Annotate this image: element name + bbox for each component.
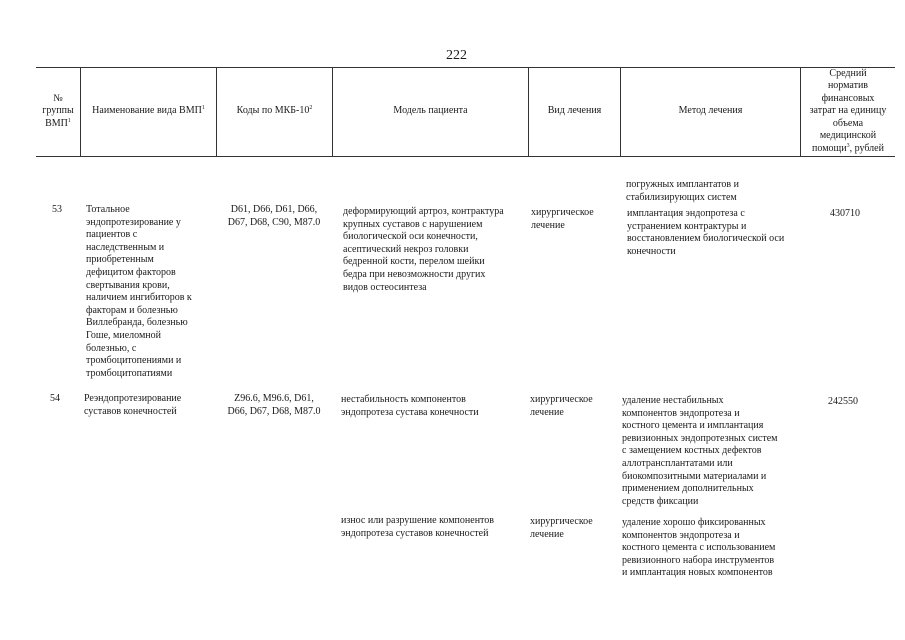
text-line: средств фиксации bbox=[622, 495, 699, 507]
text-line: болезнью, с bbox=[86, 342, 137, 354]
text-line: D61, D66, D61, D66, bbox=[230, 204, 318, 215]
text-line: бедренной кости, перелом шейки bbox=[343, 256, 485, 268]
text-line: Гоше, миеломной bbox=[86, 329, 161, 341]
text-line: пациентов с bbox=[86, 229, 138, 241]
header-group-number bbox=[36, 67, 80, 156]
header-cost-line: затрат на единицу bbox=[809, 105, 887, 117]
footnote-marker: 1 bbox=[201, 105, 205, 112]
text-line: стабилизирующих систем bbox=[626, 191, 737, 203]
text-line: эндопротеза суставов конечностей bbox=[341, 527, 489, 539]
text-line: свертывания крови, bbox=[86, 279, 170, 291]
group-number: 53 bbox=[52, 204, 62, 215]
text-line: и имплантация новых компонентов bbox=[622, 567, 773, 579]
text-line: износ или разрушение компонентов bbox=[341, 515, 495, 526]
text-line: наличием ингибиторов к bbox=[86, 292, 192, 304]
text-line: компонентов эндопротеза и bbox=[622, 529, 740, 541]
header-bottom-border bbox=[36, 156, 895, 157]
text-line: удаление нестабильных bbox=[622, 395, 724, 406]
text-line: факторам и болезнью bbox=[86, 304, 178, 316]
icd-codes bbox=[220, 204, 328, 229]
text-line: биокомпозитными материалами и bbox=[622, 470, 767, 482]
text-line: лечение bbox=[531, 219, 565, 231]
text-line: с замещением костных дефектов bbox=[622, 445, 762, 457]
vmp-name bbox=[84, 393, 181, 418]
treatment-type bbox=[530, 394, 593, 419]
header-cost-norm bbox=[801, 67, 895, 156]
text-line: крупных суставов с нарушением bbox=[343, 218, 483, 230]
header-group-number-line: ВМП bbox=[45, 117, 68, 129]
header-cost-line: Средний bbox=[829, 68, 867, 80]
header-patient-model bbox=[333, 67, 528, 156]
icd-codes bbox=[218, 393, 330, 418]
text-line: компонентов эндопротеза и bbox=[622, 407, 740, 419]
method-continuation bbox=[626, 179, 739, 204]
text-line: бедра при невозможности других bbox=[343, 268, 486, 280]
patient-model bbox=[343, 206, 504, 294]
text-line: тромбоцитопатиями bbox=[86, 367, 173, 379]
header-treatment-method-text: Метод лечения bbox=[678, 105, 743, 117]
header-cost-line: , рублей bbox=[849, 142, 884, 154]
header-patient-model-text: Модель пациента bbox=[393, 105, 468, 117]
text-line: дефицитом факторов bbox=[86, 266, 176, 278]
text-line: костного цемента и имплантация bbox=[622, 420, 764, 432]
header-treatment-type-text: Вид лечения bbox=[547, 105, 602, 117]
text-line: устранением контрактуры и bbox=[627, 220, 747, 232]
text-line: асептический некроз головки bbox=[343, 243, 469, 255]
header-treatment-method bbox=[621, 67, 800, 156]
treatment-type bbox=[531, 207, 594, 232]
text-line: деформирующий артроз, контрактура bbox=[343, 206, 504, 217]
text-line: хирургическое bbox=[531, 207, 594, 218]
text-line: хирургическое bbox=[530, 394, 593, 405]
text-line: погружных имплантатов и bbox=[626, 179, 739, 190]
text-line: D66, D67, D68, M87.0 bbox=[227, 405, 321, 417]
text-line: Z96.6, M96.6, D61, bbox=[234, 393, 314, 404]
footnote-marker: 2 bbox=[309, 105, 313, 112]
text-line: суставов конечностей bbox=[84, 405, 177, 417]
text-line: имплантация эндопротеза с bbox=[627, 208, 745, 219]
text-line: видов остеосинтеза bbox=[343, 281, 427, 293]
treatment-method bbox=[627, 208, 784, 258]
page-number: 222 bbox=[446, 48, 467, 63]
text-line: эндопротезирование у bbox=[86, 216, 181, 228]
text-line: D67, D68, C90, M87.0 bbox=[227, 216, 321, 228]
text-line: хирургическое bbox=[530, 516, 593, 527]
treatment-type bbox=[530, 516, 593, 541]
text-line: наследственным и bbox=[86, 241, 165, 253]
patient-model bbox=[341, 515, 494, 540]
treatment-method bbox=[622, 517, 775, 580]
header-cost-line: медицинской bbox=[819, 130, 877, 142]
header-group-number-line: № bbox=[53, 92, 63, 104]
text-line: ревизионных эндопротезных систем bbox=[622, 432, 778, 444]
text-line: лечение bbox=[530, 406, 564, 418]
text-line: восстановлением биологической оси bbox=[627, 233, 785, 245]
footnote-marker: 1 bbox=[67, 117, 71, 124]
header-cost-line: помощи bbox=[812, 142, 847, 154]
text-line: костного цемента с использованием bbox=[622, 542, 776, 554]
header-vmp-name bbox=[81, 67, 216, 156]
cost-norm: 242550 bbox=[828, 396, 858, 407]
header-treatment-type bbox=[529, 67, 620, 156]
text-line: Тотальное bbox=[86, 204, 130, 215]
text-line: удаление хорошо фиксированных bbox=[622, 517, 766, 528]
text-line: Виллебранда, болезнью bbox=[86, 317, 188, 329]
footnote-marker: 3 bbox=[846, 142, 850, 149]
text-line: лечение bbox=[530, 528, 564, 540]
header-cost-line: объема bbox=[832, 117, 864, 129]
text-line: ревизионного набора инструментов bbox=[622, 554, 775, 566]
text-line: аллотрансплантатами или bbox=[622, 457, 733, 469]
treatment-method bbox=[622, 395, 778, 508]
text-line: приобретенным bbox=[86, 254, 154, 266]
text-line: Реэндопротезирование bbox=[84, 393, 182, 404]
header-group-number-line: группы bbox=[42, 105, 74, 117]
text-line: тромбоцитопениями и bbox=[86, 355, 182, 367]
header-icd-codes bbox=[217, 67, 332, 156]
text-line: эндопротеза сустава конечности bbox=[341, 406, 479, 418]
text-line: конечности bbox=[627, 245, 676, 257]
text-line: нестабильность компонентов bbox=[341, 394, 466, 405]
patient-model bbox=[341, 394, 479, 419]
text-line: биологической оси конечности, bbox=[343, 231, 478, 243]
vmp-name bbox=[86, 204, 192, 380]
cost-norm: 430710 bbox=[830, 208, 860, 219]
header-vmp-name-text: Наименование вида ВМП bbox=[92, 105, 202, 117]
header-icd-codes-text: Коды по МКБ-10 bbox=[236, 105, 310, 117]
text-line: применением дополнительных bbox=[622, 483, 754, 495]
header-cost-line: норматив bbox=[827, 80, 869, 92]
group-number: 54 bbox=[50, 393, 60, 404]
header-cost-line: финансовых bbox=[821, 92, 875, 104]
